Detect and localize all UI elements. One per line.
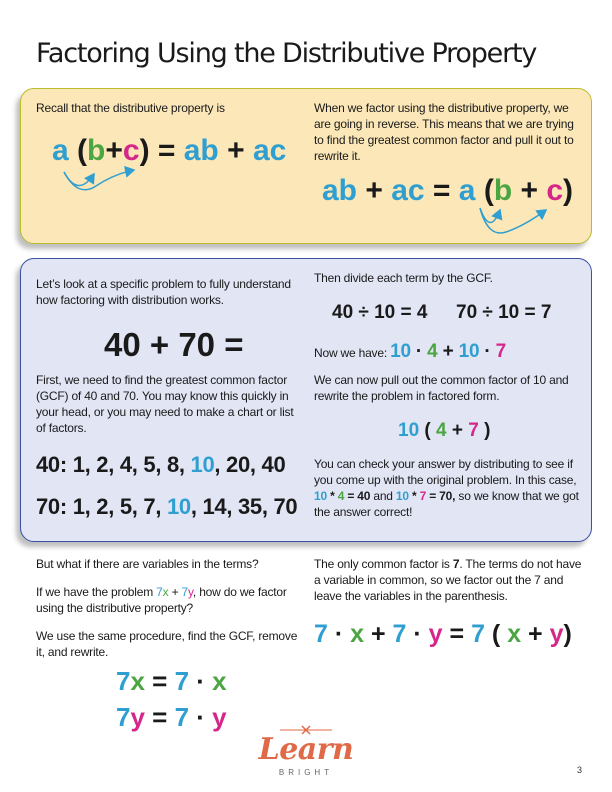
variable-x: x bbox=[507, 620, 522, 648]
check-text bbox=[314, 456, 588, 520]
problem-expression: 40 + 70 = bbox=[104, 326, 244, 363]
equals-sign: = bbox=[144, 666, 175, 696]
page-title: Factoring Using the Distributive Property bbox=[36, 38, 537, 69]
term-ac: ac bbox=[391, 174, 425, 207]
result: = 70, bbox=[426, 489, 456, 503]
paren-open: ( bbox=[68, 134, 88, 167]
equals-sign: = bbox=[424, 174, 459, 207]
dot-operator: · bbox=[327, 620, 351, 648]
gcf-text: First, we need to find the greatest common factor (GCF) of 40 and 70. You may know this quickly in your head, or you may need to make a chart or list of factors. bbox=[36, 373, 294, 435]
dot-operator: · bbox=[189, 702, 213, 732]
recall-text: Recall that the distributive property is bbox=[36, 101, 225, 115]
term-b: b bbox=[87, 134, 106, 167]
coefficient: 7 bbox=[392, 620, 407, 648]
factor-list: , 14, 35, 70 bbox=[190, 494, 298, 519]
variable-y: y bbox=[549, 620, 564, 648]
variable-x: x bbox=[162, 585, 169, 599]
gcf-term: 10 bbox=[395, 489, 409, 503]
multiply-sign: * bbox=[408, 489, 420, 503]
term-c: c bbox=[546, 174, 564, 207]
text-segment: The only common factor is bbox=[314, 557, 453, 571]
gcf-term: 10 bbox=[458, 341, 480, 362]
factor-list: 70: 1, 2, 5, 7, bbox=[36, 494, 167, 519]
now-have-label: Now we have: bbox=[314, 346, 391, 360]
equals-sign: = bbox=[144, 702, 175, 732]
result: = 40 bbox=[344, 489, 371, 503]
gcf-term: 10 bbox=[314, 489, 327, 503]
distribute-arrows-icon bbox=[56, 164, 146, 204]
plus-sign: + bbox=[218, 134, 253, 167]
gcf-highlight: 10 bbox=[190, 452, 215, 477]
term-c: c bbox=[122, 134, 140, 167]
plus-sign: + bbox=[446, 420, 469, 441]
final-equation bbox=[314, 620, 572, 649]
check-conclusion: so we know that we got the answer correct! bbox=[314, 489, 579, 519]
plus-sign: + bbox=[105, 134, 123, 167]
variable-x: x bbox=[212, 666, 227, 696]
gcf-term: 10 bbox=[390, 341, 411, 362]
equation-7y bbox=[116, 702, 227, 733]
quotient-term: 4 bbox=[337, 489, 345, 503]
procedure-text: We use the same procedure, find the GCF, remove it, and rewrite. bbox=[36, 629, 298, 659]
logo-text: Learn bbox=[258, 732, 354, 767]
variable-y: y bbox=[428, 620, 443, 648]
variable-y: y bbox=[130, 702, 145, 732]
factor-list: , 20, 40 bbox=[214, 452, 286, 477]
problem-intro: If we have the problem bbox=[36, 585, 157, 599]
common-factor: 7 bbox=[452, 557, 460, 571]
term-b: b bbox=[493, 174, 513, 207]
coefficient: 7 bbox=[314, 620, 328, 648]
learn-bright-logo bbox=[254, 724, 358, 782]
factor-list: 40: 1, 2, 4, 5, 8, bbox=[36, 452, 191, 477]
factored-form bbox=[398, 420, 490, 442]
coefficient: 7 bbox=[471, 620, 485, 648]
multiply-sign: * bbox=[326, 489, 338, 503]
divide-text: Then divide each term by the GCF. bbox=[314, 271, 493, 285]
division-70: 70 ÷ 10 = 7 bbox=[456, 302, 552, 323]
check-intro: You can check your answer by distributing to see if you come up with the original problem. In this case, bbox=[314, 457, 577, 487]
factored-equation bbox=[322, 174, 573, 208]
quotient-term: 7 bbox=[468, 420, 479, 441]
coefficient: 7 bbox=[116, 702, 131, 732]
plus-sign: + bbox=[512, 174, 547, 207]
variables-problem bbox=[36, 584, 298, 616]
variables-question: But what if there are variables in the terms? bbox=[36, 557, 259, 571]
coefficient: 7 bbox=[174, 666, 190, 696]
variable-x: x bbox=[350, 620, 365, 648]
paren-open: ( bbox=[484, 620, 508, 648]
paren-open: ( bbox=[475, 174, 494, 207]
plus-sign: + bbox=[364, 620, 393, 648]
paren-close: ) = bbox=[139, 134, 184, 167]
factors-of-70 bbox=[36, 494, 297, 520]
quotient-term: 4 bbox=[436, 420, 447, 441]
text-segment: . The terms do not have a variable in common, so we factor out the 7 and leave the variables in the parenthesis. bbox=[314, 557, 582, 603]
factor-arrows-icon bbox=[476, 204, 556, 240]
coefficient: 7 bbox=[181, 585, 188, 599]
logo-subtext: BRIGHT bbox=[278, 768, 334, 777]
plus-sign: + bbox=[437, 341, 459, 362]
coefficient: 7 bbox=[156, 585, 163, 599]
quotient-term: 4 bbox=[427, 341, 438, 362]
coefficient: 7 bbox=[116, 666, 131, 696]
intro-text: Let’s look at a specific problem to fully understand how factoring with distribution works. bbox=[36, 277, 291, 307]
variable-y: y bbox=[188, 585, 193, 599]
problem-question: , how do we factor using the distributive property? bbox=[36, 585, 287, 615]
paren-open: ( bbox=[419, 420, 437, 441]
term-a: a bbox=[458, 174, 476, 207]
plus-sign: + bbox=[357, 174, 392, 207]
quotient-term: 7 bbox=[495, 341, 506, 362]
term-ab: ab bbox=[183, 134, 219, 167]
plus-sign: + bbox=[521, 620, 550, 648]
variable-y: y bbox=[212, 702, 227, 732]
gcf-highlight: 10 bbox=[166, 494, 191, 519]
and-word: and bbox=[370, 489, 396, 503]
pull-out-text: We can now pull out the common factor of 10 and rewrite the problem in factored form. bbox=[314, 373, 569, 403]
distributive-equation bbox=[52, 134, 286, 168]
term-a: a bbox=[52, 134, 69, 167]
division-40: 40 ÷ 10 = 4 bbox=[332, 302, 428, 323]
paren-close: ) bbox=[563, 174, 574, 207]
dot-operator: · bbox=[410, 341, 428, 362]
dot-operator: · bbox=[479, 341, 496, 362]
reverse-text: When we factor using the distributive property, we are going in reverse. This means that we are trying to find the greatest common factor and pull it out to rewrite it. bbox=[314, 101, 574, 163]
now-have-line bbox=[314, 341, 584, 362]
gcf-term: 10 bbox=[398, 420, 420, 441]
page-number: 3 bbox=[577, 765, 583, 775]
quotient-term: 7 bbox=[419, 489, 427, 503]
coefficient: 7 bbox=[174, 702, 190, 732]
term-ac: ac bbox=[252, 134, 287, 167]
dot-operator: · bbox=[189, 666, 213, 696]
term-ab: ab bbox=[322, 174, 358, 207]
common-factor-text bbox=[314, 556, 586, 604]
equation-7x bbox=[116, 666, 227, 697]
paren-close: ) bbox=[563, 620, 572, 648]
factors-of-40 bbox=[36, 452, 285, 478]
variable-x: x bbox=[130, 666, 145, 696]
plus-sign: + bbox=[168, 585, 182, 599]
dot-operator: · bbox=[406, 620, 429, 648]
equals-sign: = bbox=[442, 620, 472, 648]
paren-close: ) bbox=[478, 420, 491, 441]
